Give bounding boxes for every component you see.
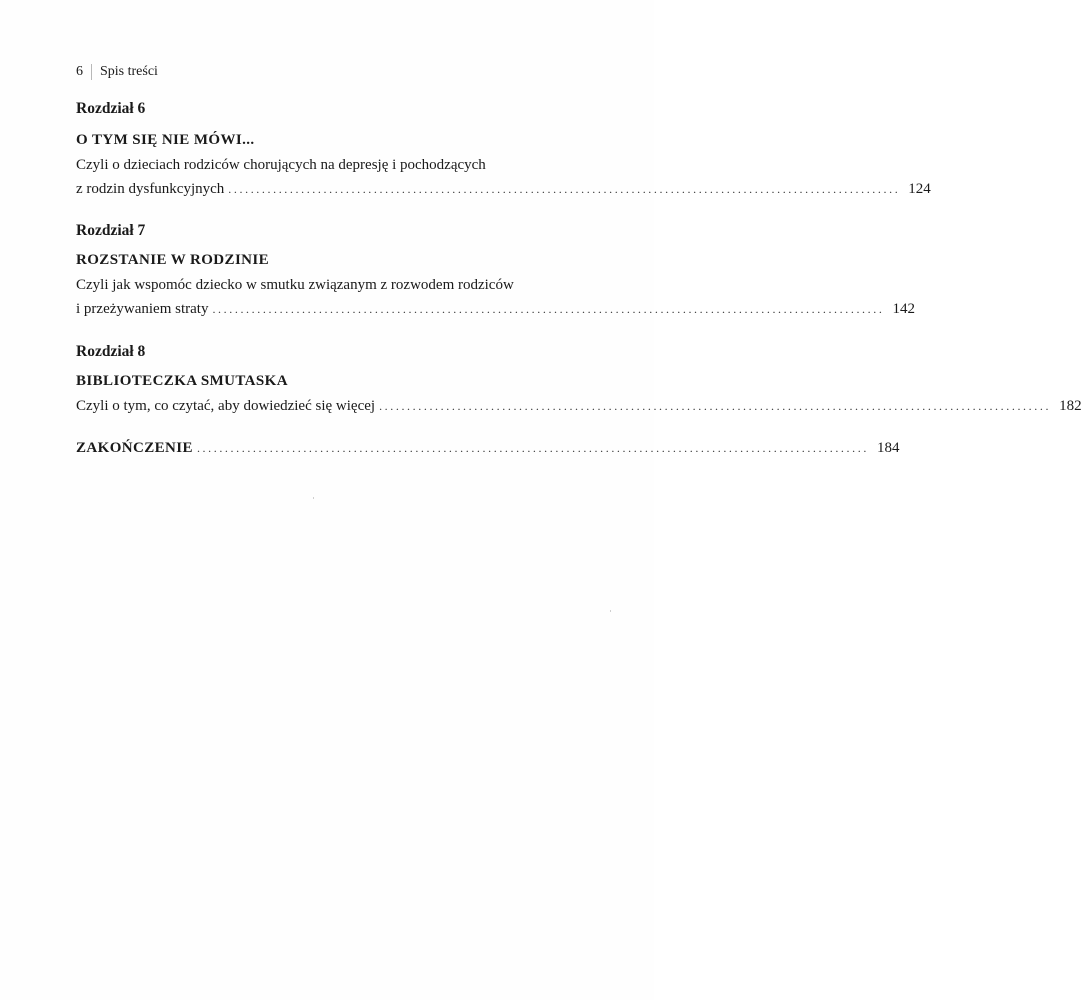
chapter-8-page: 182 bbox=[1059, 398, 1082, 414]
paper-speck bbox=[313, 497, 314, 499]
chapter-8-description: Czyli o tym, co czytać, aby dowiedzieć się więcej bbox=[76, 398, 376, 414]
chapter-7-description-line-1: Czyli jak wspomóc dziecko w smutku związanym z rozwodem rodziców bbox=[76, 277, 514, 293]
paper-speck bbox=[610, 610, 611, 612]
chapter-6-entry bbox=[76, 181, 931, 198]
running-head bbox=[76, 64, 158, 80]
closing-title: ZAKOŃCZENIE bbox=[76, 440, 193, 456]
chapter-6-label: Rozdział 6 bbox=[76, 100, 146, 117]
leader-dots: ........................................................................................................................ bbox=[228, 182, 901, 196]
chapter-7-entry bbox=[76, 301, 915, 318]
chapter-7-page: 142 bbox=[892, 301, 915, 317]
chapter-8-label: Rozdział 8 bbox=[76, 343, 146, 360]
page-number: 6 bbox=[76, 64, 83, 79]
leader-dots: ........................................................................................................................ bbox=[196, 441, 869, 455]
chapter-8-title: BIBLIOTECZKA SMUTASKA bbox=[76, 373, 288, 389]
closing-page: 184 bbox=[876, 440, 900, 456]
closing-entry bbox=[76, 440, 900, 457]
chapter-6-description-line-1: Czyli o dzieciach rodziców chorujących na depresję i pochodzących bbox=[76, 157, 486, 173]
chapter-6-title: O TYM SIĘ NIE MÓWI... bbox=[76, 132, 255, 148]
chapter-6-description-line-2: z rodzin dysfunkcyjnych bbox=[76, 181, 225, 197]
chapter-6-page: 124 bbox=[908, 181, 931, 197]
chapter-7-description-line-2: i przeżywaniem straty bbox=[76, 301, 209, 317]
chapter-7-title: ROZSTANIE W RODZINIE bbox=[76, 252, 270, 268]
chapter-8-entry bbox=[76, 398, 1082, 415]
running-head-divider bbox=[91, 64, 92, 80]
running-head-title: Spis treści bbox=[100, 64, 158, 79]
leader-dots: ........................................................................................................................ bbox=[212, 302, 885, 316]
leader-dots: ........................................................................................................................ bbox=[379, 399, 1052, 413]
chapter-7-label: Rozdział 7 bbox=[76, 222, 146, 239]
